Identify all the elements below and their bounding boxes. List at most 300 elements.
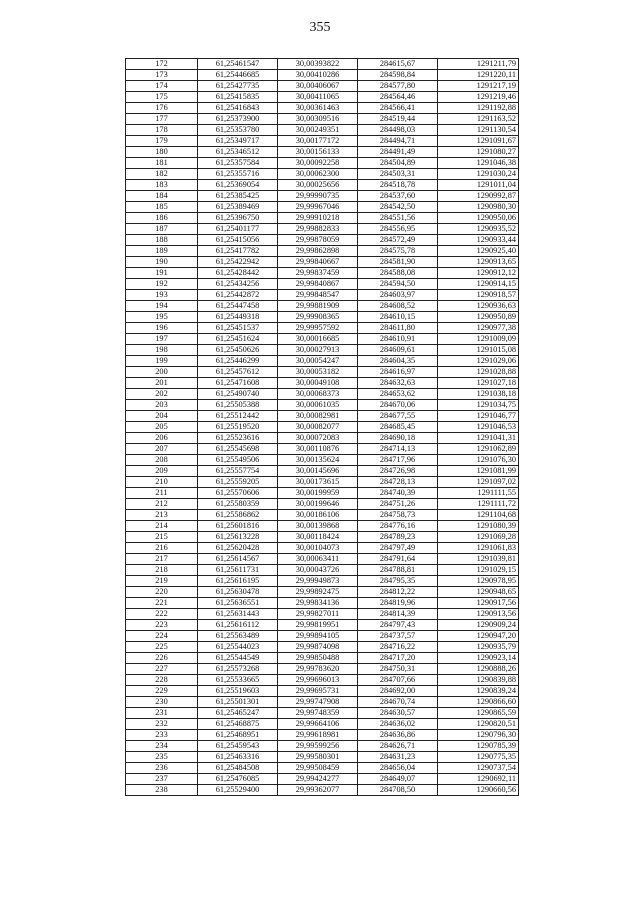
- table-row: [126, 730, 519, 741]
- y-coordinate-cell: 1291039,81: [438, 554, 519, 565]
- longitude-cell: 30,00199959: [278, 488, 358, 499]
- x-coordinate-cell: 284518,78: [358, 180, 438, 191]
- x-coordinate-cell: 284615,67: [358, 59, 438, 70]
- longitude-cell: 30,00092258: [278, 158, 358, 169]
- latitude-cell: 61,25346512: [198, 147, 278, 158]
- table-row: [126, 191, 519, 202]
- x-coordinate-cell: 284611,80: [358, 323, 438, 334]
- table-row: [126, 257, 519, 268]
- point-number-cell: 228: [126, 675, 198, 686]
- latitude-cell: 61,25415835: [198, 92, 278, 103]
- table-row: [126, 411, 519, 422]
- table-row: [126, 323, 519, 334]
- longitude-cell: 30,00411065: [278, 92, 358, 103]
- table-row: [126, 433, 519, 444]
- point-number-cell: 237: [126, 774, 198, 785]
- point-number-cell: 183: [126, 180, 198, 191]
- x-coordinate-cell: 284498,03: [358, 125, 438, 136]
- x-coordinate-cell: 284677,55: [358, 411, 438, 422]
- longitude-cell: 30,00016685: [278, 334, 358, 345]
- point-number-cell: 234: [126, 741, 198, 752]
- point-number-cell: 229: [126, 686, 198, 697]
- latitude-cell: 61,25557754: [198, 466, 278, 477]
- longitude-cell: 29,99967046: [278, 202, 358, 213]
- y-coordinate-cell: 1290950,06: [438, 213, 519, 224]
- longitude-cell: 29,99990735: [278, 191, 358, 202]
- longitude-cell: 30,00139868: [278, 521, 358, 532]
- table-row: [126, 334, 519, 345]
- y-coordinate-cell: 1291015,08: [438, 345, 519, 356]
- x-coordinate-cell: 284604,35: [358, 356, 438, 367]
- table-row: [126, 213, 519, 224]
- table-row: [126, 158, 519, 169]
- longitude-cell: 30,00410286: [278, 70, 358, 81]
- longitude-cell: 29,99747908: [278, 697, 358, 708]
- point-number-cell: 224: [126, 631, 198, 642]
- x-coordinate-cell: 284707,66: [358, 675, 438, 686]
- latitude-cell: 61,25459543: [198, 741, 278, 752]
- point-number-cell: 189: [126, 246, 198, 257]
- y-coordinate-cell: 1291080,39: [438, 521, 519, 532]
- x-coordinate-cell: 284494,71: [358, 136, 438, 147]
- table-row: [126, 686, 519, 697]
- longitude-cell: 29,99362077: [278, 785, 358, 796]
- longitude-cell: 30,00104073: [278, 543, 358, 554]
- latitude-cell: 61,25529400: [198, 785, 278, 796]
- table-row: [126, 554, 519, 565]
- table-row: [126, 345, 519, 356]
- x-coordinate-cell: 284630,57: [358, 708, 438, 719]
- longitude-cell: 30,00393822: [278, 59, 358, 70]
- point-number-cell: 210: [126, 477, 198, 488]
- latitude-cell: 61,25415056: [198, 235, 278, 246]
- y-coordinate-cell: 1291030,24: [438, 169, 519, 180]
- latitude-cell: 61,25446685: [198, 70, 278, 81]
- longitude-cell: 30,00054247: [278, 356, 358, 367]
- x-coordinate-cell: 284751,26: [358, 499, 438, 510]
- y-coordinate-cell: 1291034,75: [438, 400, 519, 411]
- latitude-cell: 61,25422942: [198, 257, 278, 268]
- longitude-cell: 29,99599256: [278, 741, 358, 752]
- latitude-cell: 61,25476085: [198, 774, 278, 785]
- latitude-cell: 61,25357584: [198, 158, 278, 169]
- table-row: [126, 389, 519, 400]
- latitude-cell: 61,25427735: [198, 81, 278, 92]
- point-number-cell: 235: [126, 752, 198, 763]
- y-coordinate-cell: 1290935,52: [438, 224, 519, 235]
- point-number-cell: 179: [126, 136, 198, 147]
- x-coordinate-cell: 284610,91: [358, 334, 438, 345]
- y-coordinate-cell: 1290839,24: [438, 686, 519, 697]
- table-row: [126, 620, 519, 631]
- longitude-cell: 30,00062300: [278, 169, 358, 180]
- latitude-cell: 61,25389469: [198, 202, 278, 213]
- x-coordinate-cell: 284670,06: [358, 400, 438, 411]
- latitude-cell: 61,25434256: [198, 279, 278, 290]
- point-number-cell: 191: [126, 268, 198, 279]
- latitude-cell: 61,25373900: [198, 114, 278, 125]
- point-number-cell: 204: [126, 411, 198, 422]
- y-coordinate-cell: 1291211,79: [438, 59, 519, 70]
- point-number-cell: 198: [126, 345, 198, 356]
- point-number-cell: 218: [126, 565, 198, 576]
- point-number-cell: 185: [126, 202, 198, 213]
- page-number: 355: [309, 20, 331, 35]
- latitude-cell: 61,25461547: [198, 59, 278, 70]
- latitude-cell: 61,25447458: [198, 301, 278, 312]
- x-coordinate-cell: 284609,61: [358, 345, 438, 356]
- table-row: [126, 675, 519, 686]
- latitude-cell: 61,25613228: [198, 532, 278, 543]
- longitude-cell: 30,00063411: [278, 554, 358, 565]
- y-coordinate-cell: 1290820,51: [438, 719, 519, 730]
- point-number-cell: 226: [126, 653, 198, 664]
- longitude-cell: 30,00110876: [278, 444, 358, 455]
- longitude-cell: 29,99748359: [278, 708, 358, 719]
- table-row: [126, 400, 519, 411]
- x-coordinate-cell: 284588,08: [358, 268, 438, 279]
- x-coordinate-cell: 284632,63: [358, 378, 438, 389]
- x-coordinate-cell: 284776,16: [358, 521, 438, 532]
- y-coordinate-cell: 1291046,77: [438, 411, 519, 422]
- point-number-cell: 194: [126, 301, 198, 312]
- y-coordinate-cell: 1290978,95: [438, 576, 519, 587]
- table-row: [126, 136, 519, 147]
- x-coordinate-cell: 284740,39: [358, 488, 438, 499]
- point-number-cell: 217: [126, 554, 198, 565]
- point-number-cell: 180: [126, 147, 198, 158]
- latitude-cell: 61,25417782: [198, 246, 278, 257]
- y-coordinate-cell: 1291069,28: [438, 532, 519, 543]
- longitude-cell: 29,99908365: [278, 312, 358, 323]
- point-number-cell: 205: [126, 422, 198, 433]
- table-row: [126, 147, 519, 158]
- point-number-cell: 221: [126, 598, 198, 609]
- x-coordinate-cell: 284797,49: [358, 543, 438, 554]
- x-coordinate-cell: 284616,97: [358, 367, 438, 378]
- x-coordinate-cell: 284564,46: [358, 92, 438, 103]
- x-coordinate-cell: 284708,50: [358, 785, 438, 796]
- longitude-cell: 29,99618981: [278, 730, 358, 741]
- latitude-cell: 61,25369054: [198, 180, 278, 191]
- table-row: [126, 367, 519, 378]
- x-coordinate-cell: 284726,98: [358, 466, 438, 477]
- table-row: [126, 455, 519, 466]
- longitude-cell: 29,99892475: [278, 587, 358, 598]
- table-row: [126, 125, 519, 136]
- longitude-cell: 30,00061035: [278, 400, 358, 411]
- x-coordinate-cell: 284717,96: [358, 455, 438, 466]
- point-number-cell: 186: [126, 213, 198, 224]
- table-row: [126, 70, 519, 81]
- point-number-cell: 220: [126, 587, 198, 598]
- latitude-cell: 61,25616112: [198, 620, 278, 631]
- table-row: [126, 664, 519, 675]
- y-coordinate-cell: 1291130,54: [438, 125, 519, 136]
- point-number-cell: 213: [126, 510, 198, 521]
- y-coordinate-cell: 1290992,87: [438, 191, 519, 202]
- point-number-cell: 175: [126, 92, 198, 103]
- x-coordinate-cell: 284789,23: [358, 532, 438, 543]
- y-coordinate-cell: 1291080,27: [438, 147, 519, 158]
- table-row: [126, 653, 519, 664]
- y-coordinate-cell: 1290775,35: [438, 752, 519, 763]
- x-coordinate-cell: 284575,78: [358, 246, 438, 257]
- point-number-cell: 223: [126, 620, 198, 631]
- latitude-cell: 61,25416843: [198, 103, 278, 114]
- latitude-cell: 61,25468875: [198, 719, 278, 730]
- table-row: [126, 741, 519, 752]
- longitude-cell: 30,00049108: [278, 378, 358, 389]
- y-coordinate-cell: 1291097,02: [438, 477, 519, 488]
- longitude-cell: 30,00025656: [278, 180, 358, 191]
- x-coordinate-cell: 284819,96: [358, 598, 438, 609]
- point-number-cell: 200: [126, 367, 198, 378]
- table-row: [126, 763, 519, 774]
- table-row: [126, 224, 519, 235]
- point-number-cell: 212: [126, 499, 198, 510]
- point-number-cell: 199: [126, 356, 198, 367]
- y-coordinate-cell: 1290917,56: [438, 598, 519, 609]
- table-row: [126, 378, 519, 389]
- y-coordinate-cell: 1291011,04: [438, 180, 519, 191]
- longitude-cell: 29,99840867: [278, 279, 358, 290]
- table-row: [126, 114, 519, 125]
- latitude-cell: 61,25446299: [198, 356, 278, 367]
- y-coordinate-cell: 1290692,11: [438, 774, 519, 785]
- longitude-cell: 29,99910218: [278, 213, 358, 224]
- table-row: [126, 279, 519, 290]
- point-number-cell: 176: [126, 103, 198, 114]
- point-number-cell: 177: [126, 114, 198, 125]
- table-row: [126, 246, 519, 257]
- latitude-cell: 61,25611731: [198, 565, 278, 576]
- point-number-cell: 184: [126, 191, 198, 202]
- longitude-cell: 29,99508459: [278, 763, 358, 774]
- longitude-cell: 29,99834136: [278, 598, 358, 609]
- longitude-cell: 30,00082981: [278, 411, 358, 422]
- y-coordinate-cell: 1290980,30: [438, 202, 519, 213]
- y-coordinate-cell: 1290936,63: [438, 301, 519, 312]
- y-coordinate-cell: 1290839,88: [438, 675, 519, 686]
- latitude-cell: 61,25401177: [198, 224, 278, 235]
- longitude-cell: 30,00309516: [278, 114, 358, 125]
- table-row: [126, 587, 519, 598]
- y-coordinate-cell: 1290913,65: [438, 257, 519, 268]
- point-number-cell: 230: [126, 697, 198, 708]
- longitude-cell: 30,00145696: [278, 466, 358, 477]
- point-number-cell: 192: [126, 279, 198, 290]
- y-coordinate-cell: 1291062,89: [438, 444, 519, 455]
- table-row: [126, 477, 519, 488]
- longitude-cell: 30,00177172: [278, 136, 358, 147]
- x-coordinate-cell: 284503,31: [358, 169, 438, 180]
- longitude-cell: 29,99850488: [278, 653, 358, 664]
- point-number-cell: 201: [126, 378, 198, 389]
- x-coordinate-cell: 284649,07: [358, 774, 438, 785]
- x-coordinate-cell: 284537,60: [358, 191, 438, 202]
- latitude-cell: 61,25442872: [198, 290, 278, 301]
- point-number-cell: 196: [126, 323, 198, 334]
- table-row: [126, 576, 519, 587]
- table-row: [126, 785, 519, 796]
- y-coordinate-cell: 1291081,99: [438, 466, 519, 477]
- longitude-cell: 29,99840667: [278, 257, 358, 268]
- x-coordinate-cell: 284685,45: [358, 422, 438, 433]
- point-number-cell: 181: [126, 158, 198, 169]
- longitude-cell: 30,00027913: [278, 345, 358, 356]
- longitude-cell: 30,00156133: [278, 147, 358, 158]
- y-coordinate-cell: 1290925,40: [438, 246, 519, 257]
- latitude-cell: 61,25484508: [198, 763, 278, 774]
- latitude-cell: 61,25533665: [198, 675, 278, 686]
- x-coordinate-cell: 284504,89: [358, 158, 438, 169]
- point-number-cell: 232: [126, 719, 198, 730]
- latitude-cell: 61,25573268: [198, 664, 278, 675]
- table-row: [126, 488, 519, 499]
- longitude-cell: 30,00249351: [278, 125, 358, 136]
- table-row: [126, 301, 519, 312]
- point-number-cell: 238: [126, 785, 198, 796]
- latitude-cell: 61,25463316: [198, 752, 278, 763]
- point-number-cell: 174: [126, 81, 198, 92]
- y-coordinate-cell: 1291217,19: [438, 81, 519, 92]
- longitude-cell: 29,99664106: [278, 719, 358, 730]
- longitude-cell: 30,00053182: [278, 367, 358, 378]
- x-coordinate-cell: 284556,95: [358, 224, 438, 235]
- table-row: [126, 103, 519, 114]
- table-row: [126, 92, 519, 103]
- x-coordinate-cell: 284598,84: [358, 70, 438, 81]
- table-row: [126, 59, 519, 70]
- y-coordinate-cell: 1290785,39: [438, 741, 519, 752]
- y-coordinate-cell: 1290796,30: [438, 730, 519, 741]
- table-row: [126, 752, 519, 763]
- y-coordinate-cell: 1291009,09: [438, 334, 519, 345]
- point-number-cell: 214: [126, 521, 198, 532]
- x-coordinate-cell: 284572,49: [358, 235, 438, 246]
- longitude-cell: 29,99837459: [278, 268, 358, 279]
- y-coordinate-cell: 1290935,79: [438, 642, 519, 653]
- point-number-cell: 178: [126, 125, 198, 136]
- y-coordinate-cell: 1291041,31: [438, 433, 519, 444]
- coordinates-table: [125, 58, 519, 796]
- y-coordinate-cell: 1290918,57: [438, 290, 519, 301]
- latitude-cell: 61,25620428: [198, 543, 278, 554]
- latitude-cell: 61,25545698: [198, 444, 278, 455]
- x-coordinate-cell: 284791,64: [358, 554, 438, 565]
- latitude-cell: 61,25451537: [198, 323, 278, 334]
- latitude-cell: 61,25523616: [198, 433, 278, 444]
- longitude-cell: 29,99894105: [278, 631, 358, 642]
- x-coordinate-cell: 284737,57: [358, 631, 438, 642]
- point-number-cell: 190: [126, 257, 198, 268]
- longitude-cell: 30,00361463: [278, 103, 358, 114]
- y-coordinate-cell: 1291220,11: [438, 70, 519, 81]
- y-coordinate-cell: 1290948,65: [438, 587, 519, 598]
- latitude-cell: 61,25544023: [198, 642, 278, 653]
- x-coordinate-cell: 284594,50: [358, 279, 438, 290]
- point-number-cell: 233: [126, 730, 198, 741]
- table-row: [126, 422, 519, 433]
- point-number-cell: 211: [126, 488, 198, 499]
- longitude-cell: 29,99819951: [278, 620, 358, 631]
- latitude-cell: 61,25501301: [198, 697, 278, 708]
- latitude-cell: 61,25630478: [198, 587, 278, 598]
- table-row: [126, 708, 519, 719]
- point-number-cell: 172: [126, 59, 198, 70]
- x-coordinate-cell: 284626,71: [358, 741, 438, 752]
- point-number-cell: 216: [126, 543, 198, 554]
- table-row: [126, 499, 519, 510]
- longitude-cell: 30,00118424: [278, 532, 358, 543]
- x-coordinate-cell: 284814,39: [358, 609, 438, 620]
- x-coordinate-cell: 284603,97: [358, 290, 438, 301]
- table-row: [126, 235, 519, 246]
- latitude-cell: 61,25549506: [198, 455, 278, 466]
- latitude-cell: 61,25449318: [198, 312, 278, 323]
- x-coordinate-cell: 284795,35: [358, 576, 438, 587]
- y-coordinate-cell: 1290866,60: [438, 697, 519, 708]
- table-row: [126, 532, 519, 543]
- y-coordinate-cell: 1291111,72: [438, 499, 519, 510]
- latitude-cell: 61,25353780: [198, 125, 278, 136]
- x-coordinate-cell: 284797,43: [358, 620, 438, 631]
- table-row: [126, 356, 519, 367]
- point-number-cell: 203: [126, 400, 198, 411]
- y-coordinate-cell: 1291038,18: [438, 389, 519, 400]
- y-coordinate-cell: 1290947,20: [438, 631, 519, 642]
- longitude-cell: 30,00082077: [278, 422, 358, 433]
- latitude-cell: 61,25355716: [198, 169, 278, 180]
- table-row: [126, 642, 519, 653]
- longitude-cell: 29,99827011: [278, 609, 358, 620]
- latitude-cell: 61,25428442: [198, 268, 278, 279]
- latitude-cell: 61,25601816: [198, 521, 278, 532]
- longitude-cell: 30,00043726: [278, 565, 358, 576]
- y-coordinate-cell: 1291029,15: [438, 565, 519, 576]
- latitude-cell: 61,25559205: [198, 477, 278, 488]
- latitude-cell: 61,25512442: [198, 411, 278, 422]
- x-coordinate-cell: 284551,56: [358, 213, 438, 224]
- table-row: [126, 565, 519, 576]
- x-coordinate-cell: 284656,04: [358, 763, 438, 774]
- longitude-cell: 30,00199646: [278, 499, 358, 510]
- x-coordinate-cell: 284542,50: [358, 202, 438, 213]
- table-row: [126, 268, 519, 279]
- point-number-cell: 195: [126, 312, 198, 323]
- y-coordinate-cell: 1290950,89: [438, 312, 519, 323]
- table-row: [126, 631, 519, 642]
- y-coordinate-cell: 1291104,68: [438, 510, 519, 521]
- table-row: [126, 543, 519, 554]
- y-coordinate-cell: 1291027,18: [438, 378, 519, 389]
- longitude-cell: 29,99580301: [278, 752, 358, 763]
- x-coordinate-cell: 284750,31: [358, 664, 438, 675]
- x-coordinate-cell: 284788,81: [358, 565, 438, 576]
- longitude-cell: 29,99881909: [278, 301, 358, 312]
- table-row: [126, 598, 519, 609]
- x-coordinate-cell: 284653,62: [358, 389, 438, 400]
- table-row: [126, 169, 519, 180]
- latitude-cell: 61,25631443: [198, 609, 278, 620]
- table-row: [126, 774, 519, 785]
- latitude-cell: 61,25570606: [198, 488, 278, 499]
- latitude-cell: 61,25468951: [198, 730, 278, 741]
- latitude-cell: 61,25563489: [198, 631, 278, 642]
- point-number-cell: 182: [126, 169, 198, 180]
- table-row: [126, 81, 519, 92]
